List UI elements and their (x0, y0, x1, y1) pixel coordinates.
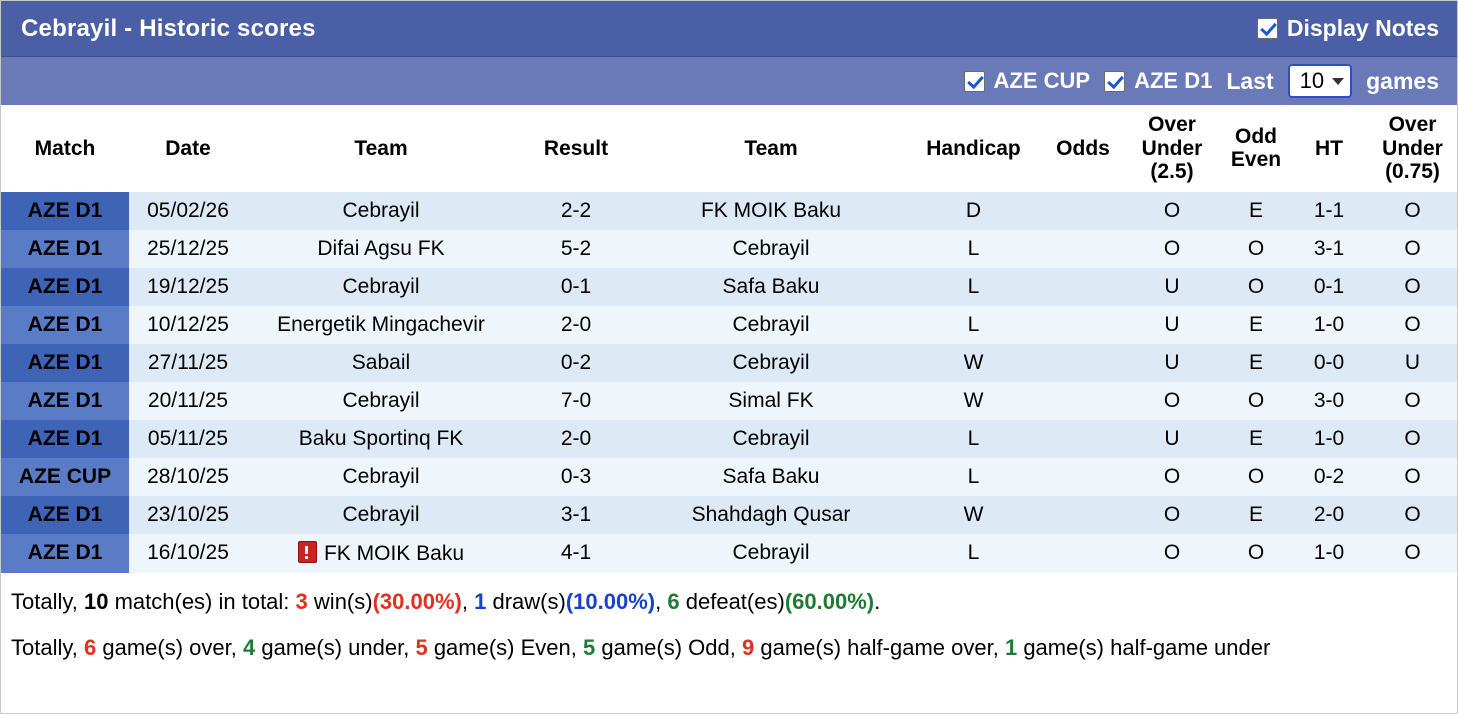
table-row[interactable] (1, 534, 1458, 573)
cell-odds (1042, 420, 1124, 458)
cell-over-under-25: U (1124, 268, 1220, 306)
cell-over-under-25: O (1124, 192, 1220, 230)
cell-odd-even: O (1220, 458, 1292, 496)
cell-home-team[interactable]: Cebrayil (247, 496, 515, 534)
games-count-select[interactable] (1288, 64, 1352, 98)
col-over-under-25[interactable] (1124, 105, 1220, 192)
cell-odds (1042, 496, 1124, 534)
table-row[interactable] (1, 192, 1458, 230)
aze-cup-label: AZE CUP (993, 68, 1091, 93)
col-result[interactable] (515, 105, 637, 192)
cell-league[interactable]: AZE D1 (1, 420, 129, 458)
summary-prefix-1: Totally, (11, 588, 78, 614)
cell-away-team[interactable]: Cebrayil (637, 344, 905, 382)
cell-date: 25/12/25 (129, 230, 247, 268)
cell-odds (1042, 534, 1124, 573)
games-label: games (1366, 67, 1439, 94)
table-header (1, 105, 1458, 192)
cell-league[interactable]: AZE D1 (1, 496, 129, 534)
cell-date: 20/11/25 (129, 382, 247, 420)
summary-line-1: Totally, 10 match(es) in total: 3 win(s)(30.00%), 1 draw(s)(10.00%), 6 defeat(es)(60.00%). (11, 588, 881, 614)
cell-league[interactable]: AZE D1 (1, 382, 129, 420)
cell-over-under-075: O (1366, 192, 1458, 230)
red-card-icon (298, 541, 317, 563)
summary-wins: 3 (295, 588, 308, 614)
filter-bar (1, 57, 1457, 105)
cell-odd-even: E (1220, 496, 1292, 534)
table-row[interactable] (1, 268, 1458, 306)
summary-over-text: game(s) over, (102, 634, 237, 660)
cell-away-team[interactable]: Cebrayil (637, 534, 905, 573)
cell-handicap: L (905, 420, 1042, 458)
summary-under: 4 (242, 634, 256, 660)
col-ou25-label: Over (1148, 113, 1196, 136)
cell-away-team[interactable]: Safa Baku (637, 458, 905, 496)
cell-ht: 1-0 (1292, 534, 1366, 573)
cell-odd-even: O (1220, 534, 1292, 573)
cell-league[interactable]: AZE D1 (1, 344, 129, 382)
cell-odds (1042, 458, 1124, 496)
cell-league[interactable]: AZE CUP (1, 458, 129, 496)
summary-defeats-pct: (60.00%) (784, 588, 875, 614)
col-odds[interactable] (1042, 105, 1124, 192)
cell-over-under-25: O (1124, 230, 1220, 268)
col-odd-even-label: Odd (1235, 124, 1277, 148)
col-handicap-label: Handicap (926, 136, 1021, 160)
cell-away-team[interactable]: Cebrayil (637, 230, 905, 268)
cell-result[interactable]: 0-3 (515, 458, 637, 496)
cell-home-team[interactable]: FK MOIK Baku (247, 534, 515, 573)
summary-draws: 1 (474, 588, 487, 614)
aze-cup-checkbox[interactable] (964, 71, 985, 92)
cell-result[interactable]: 2-2 (515, 192, 637, 230)
summary-over: 6 (83, 634, 97, 660)
cell-over-under-25: O (1124, 534, 1220, 573)
col-match[interactable] (1, 105, 129, 192)
col-odds-label: Odds (1056, 136, 1110, 160)
cell-date: 05/02/26 (129, 192, 247, 230)
cell-ht: 2-0 (1292, 496, 1366, 534)
display-notes-toggle[interactable] (1257, 15, 1439, 42)
summary-half-over: 9 (742, 634, 755, 660)
cell-over-under-25: U (1124, 420, 1220, 458)
summary-section (1, 573, 1457, 681)
cell-date: 10/12/25 (129, 306, 247, 344)
cell-over-under-25: U (1124, 306, 1220, 344)
filter-aze-cup[interactable] (964, 68, 1091, 94)
cell-over-under-25: O (1124, 496, 1220, 534)
summary-half-over-text: game(s) half-game over, (760, 634, 999, 660)
cell-away-team[interactable]: Safa Baku (637, 268, 905, 306)
cell-result[interactable]: 7-0 (515, 382, 637, 420)
col-match-label: Match (34, 136, 96, 160)
cell-away-team[interactable]: Cebrayil (637, 306, 905, 344)
cell-league[interactable]: AZE D1 (1, 268, 129, 306)
col-date-label: Date (165, 136, 211, 160)
cell-result[interactable]: 2-0 (515, 306, 637, 344)
cell-home-team[interactable]: Cebrayil (247, 458, 515, 496)
summary-even-text: game(s) Even, (433, 634, 577, 660)
cell-home-team[interactable]: Cebrayil (247, 268, 515, 306)
summary-prefix-2: Totally, (11, 634, 78, 660)
filter-aze-d1[interactable] (1104, 68, 1212, 94)
cell-over-under-075: O (1366, 382, 1458, 420)
cell-odd-even: O (1220, 382, 1292, 420)
cell-home-team[interactable]: Baku Sportinq FK (247, 420, 515, 458)
cell-handicap: L (905, 268, 1042, 306)
summary-wins-pct: (30.00%) (372, 588, 462, 614)
col-result-label: Result (543, 136, 609, 160)
cell-away-team[interactable]: FK MOIK Baku (637, 192, 905, 230)
cell-handicap: W (905, 496, 1042, 534)
summary-even: 5 (415, 634, 428, 660)
summary-odd-text: game(s) Odd, (601, 634, 736, 660)
cell-odd-even: O (1220, 230, 1292, 268)
cell-odd-even: O (1220, 268, 1292, 306)
display-notes-label: Display Notes (1286, 15, 1439, 41)
cell-handicap: L (905, 306, 1042, 344)
cell-ht: 1-0 (1292, 306, 1366, 344)
cell-handicap: L (905, 458, 1042, 496)
cell-over-under-25: U (1124, 344, 1220, 382)
summary-odd: 5 (583, 634, 596, 660)
summary-draws-pct: (10.00%) (565, 588, 656, 614)
col-over-under-075[interactable] (1366, 105, 1458, 192)
summary-total: 10 (83, 588, 109, 614)
cell-ht: 0-0 (1292, 344, 1366, 382)
cell-home-team[interactable]: Difai Agsu FK (247, 230, 515, 268)
cell-date: 28/10/25 (129, 458, 247, 496)
games-count-value: 10 (1299, 68, 1325, 93)
summary-defeats: 6 (667, 588, 680, 614)
cell-result[interactable]: 0-2 (515, 344, 637, 382)
table-row[interactable] (1, 382, 1458, 420)
cell-odds (1042, 382, 1124, 420)
cell-handicap: W (905, 344, 1042, 382)
header-row (1, 105, 1458, 192)
table-row[interactable] (1, 496, 1458, 534)
summary-suffix: . (874, 588, 881, 614)
cell-league[interactable]: AZE D1 (1, 534, 129, 573)
display-notes-checkbox[interactable] (1257, 18, 1278, 39)
cell-result[interactable]: 4-1 (515, 534, 637, 573)
cell-over-under-075: U (1366, 344, 1458, 382)
cell-away-team[interactable]: Cebrayil (637, 420, 905, 458)
table-row[interactable] (1, 458, 1458, 496)
col-handicap[interactable] (905, 105, 1042, 192)
cell-over-under-075: O (1366, 534, 1458, 573)
summary-half-under: 1 (1004, 634, 1018, 660)
cell-away-team[interactable]: Simal FK (637, 382, 905, 420)
cell-ht: 0-1 (1292, 268, 1366, 306)
cell-home-team[interactable]: Energetik Mingachevir (247, 306, 515, 344)
cell-home-team[interactable]: Sabail (247, 344, 515, 382)
table-row[interactable] (1, 306, 1458, 344)
cell-odds (1042, 192, 1124, 230)
historic-scores-table (1, 105, 1458, 573)
cell-result[interactable]: 2-0 (515, 420, 637, 458)
aze-d1-label: AZE D1 (1134, 68, 1213, 93)
col-ou075-sub: Under (0.75) (1382, 136, 1443, 184)
col-ht[interactable] (1292, 105, 1366, 192)
cell-home-team[interactable]: Cebrayil (247, 382, 515, 420)
table-row[interactable] (1, 344, 1458, 382)
col-ou25-sub: Under (2.5) (1141, 136, 1203, 184)
cell-odds (1042, 230, 1124, 268)
page-title: Cebrayil - Historic scores (21, 14, 316, 42)
cell-result[interactable]: 5-2 (515, 230, 637, 268)
cell-odds (1042, 344, 1124, 382)
col-ht-label: HT (1315, 136, 1343, 160)
cell-ht: 3-0 (1292, 382, 1366, 420)
cell-handicap: L (905, 230, 1042, 268)
cell-odd-even: E (1220, 420, 1292, 458)
cell-ht: 3-1 (1292, 230, 1366, 268)
cell-date: 16/10/25 (129, 534, 247, 573)
cell-odd-even: E (1220, 344, 1292, 382)
cell-away-team[interactable]: Shahdagh Qusar (637, 496, 905, 534)
summary-total-text: match(es) in total: (114, 588, 290, 614)
table-body (1, 192, 1458, 573)
summary-defeats-text: defeat(es) (685, 588, 785, 614)
summary-line-2 (11, 631, 1447, 665)
col-ou075-label: Over (1388, 113, 1437, 136)
col-odd-even[interactable] (1220, 105, 1292, 192)
cell-date: 05/11/25 (129, 420, 247, 458)
cell-league[interactable]: AZE D1 (1, 306, 129, 344)
cell-over-under-075: O (1366, 458, 1458, 496)
table-row[interactable] (1, 420, 1458, 458)
summary-wins-text: win(s) (313, 588, 373, 614)
summary-half-under-text: game(s) half-game under (1023, 634, 1271, 660)
cell-over-under-075: O (1366, 268, 1458, 306)
cell-over-under-075: O (1366, 230, 1458, 268)
cell-result[interactable]: 0-1 (515, 268, 637, 306)
cell-date: 27/11/25 (129, 344, 247, 382)
cell-result[interactable]: 3-1 (515, 496, 637, 534)
aze-d1-checkbox[interactable] (1104, 71, 1125, 92)
col-date[interactable] (129, 105, 247, 192)
col-home-team[interactable] (247, 105, 515, 192)
cell-odds (1042, 306, 1124, 344)
last-label: Last (1226, 67, 1274, 94)
cell-ht: 1-1 (1292, 192, 1366, 230)
cell-handicap: W (905, 382, 1042, 420)
summary-draws-text: draw(s) (492, 588, 566, 614)
cell-over-under-075: O (1366, 420, 1458, 458)
cell-over-under-25: O (1124, 382, 1220, 420)
title-bar (1, 1, 1457, 57)
table-row[interactable] (1, 230, 1458, 268)
cell-ht: 0-2 (1292, 458, 1366, 496)
cell-over-under-075: O (1366, 496, 1458, 534)
cell-over-under-25: O (1124, 458, 1220, 496)
cell-date: 23/10/25 (129, 496, 247, 534)
cell-handicap: L (905, 534, 1042, 573)
cell-odd-even: E (1220, 306, 1292, 344)
cell-league[interactable]: AZE D1 (1, 230, 129, 268)
cell-odds (1042, 268, 1124, 306)
cell-date: 19/12/25 (129, 268, 247, 306)
col-odd-even-sub: Even (1230, 148, 1282, 172)
col-home-team-label: Team (354, 136, 408, 160)
summary-under-text: game(s) under, (261, 634, 410, 660)
cell-handicap: D (905, 192, 1042, 230)
cell-over-under-075: O (1366, 306, 1458, 344)
col-away-team-label: Team (744, 136, 798, 160)
cell-odd-even: E (1220, 192, 1292, 230)
col-away-team[interactable] (637, 105, 905, 192)
cell-home-team[interactable]: Cebrayil (247, 192, 515, 230)
chevron-down-icon (1332, 78, 1344, 85)
cell-league[interactable]: AZE D1 (1, 192, 129, 230)
cell-ht: 1-0 (1292, 420, 1366, 458)
